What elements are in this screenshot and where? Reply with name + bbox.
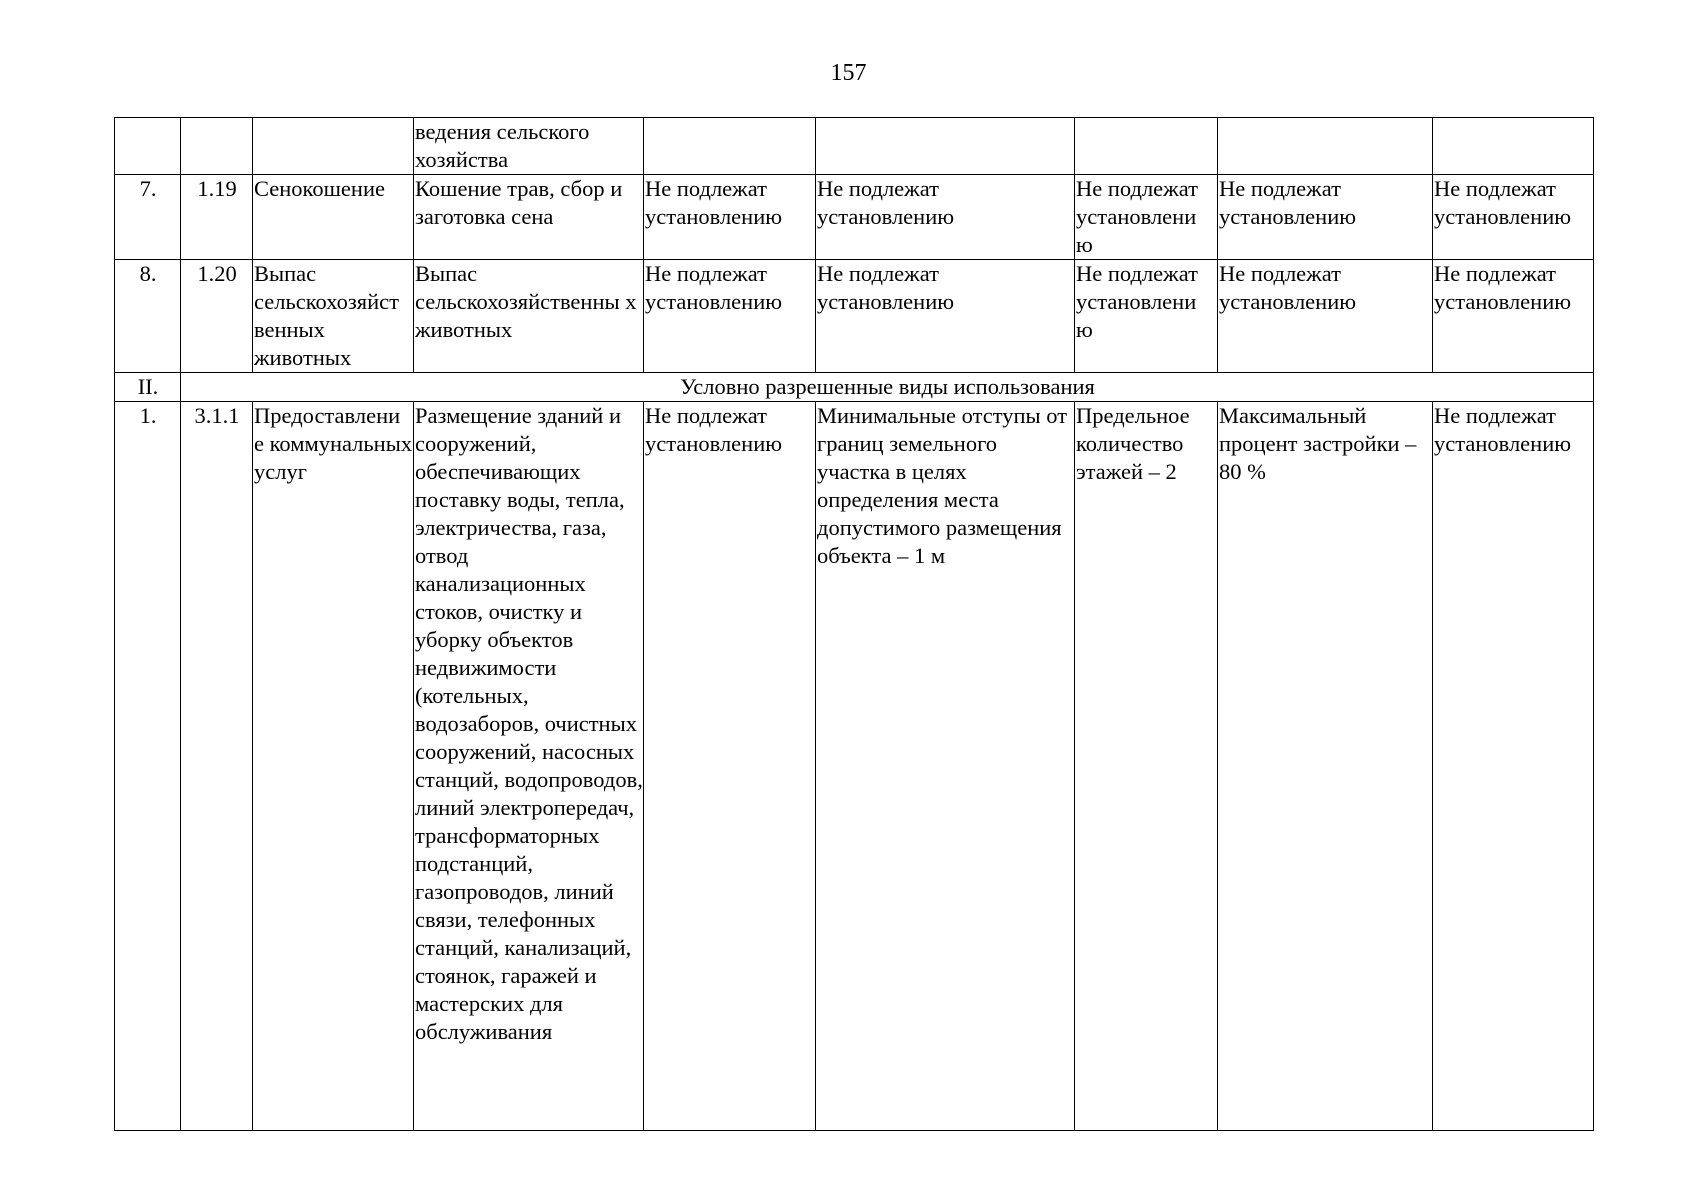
cell-col9 xyxy=(1433,118,1594,175)
cell-code: 1.19 xyxy=(181,175,253,260)
cell-col7: Не подлежат установлени ю xyxy=(1075,260,1218,373)
cell-code: 1.20 xyxy=(181,260,253,373)
cell-description: Кошение трав, сбор и заготовка сена xyxy=(414,175,644,260)
cell-name: Сенокошение xyxy=(253,175,414,260)
cell-description: ведения сельского хозяйства xyxy=(414,118,644,175)
cell-col6: Не подлежат установлению xyxy=(816,260,1075,373)
cell-description: Выпас сельскохозяйственны х животных xyxy=(414,260,644,373)
cell-col5: Не подлежат установлению xyxy=(644,402,816,1131)
cell-col7: Не подлежат установлени ю xyxy=(1075,175,1218,260)
cell-num: 7. xyxy=(115,175,181,260)
cell-col7 xyxy=(1075,118,1218,175)
cell-code: 3.1.1 xyxy=(181,402,253,1131)
section-header-row xyxy=(115,373,1594,402)
cell-col9: Не подлежат установлению xyxy=(1433,402,1594,1131)
table-row xyxy=(115,260,1594,373)
cell-name: Выпас сельскохозяйст венных животных xyxy=(253,260,414,373)
land-use-table xyxy=(114,117,1594,1131)
cell-col8 xyxy=(1218,118,1433,175)
table-row xyxy=(115,402,1594,1131)
cell-col8: Максимальный процент застройки – 80 % xyxy=(1218,402,1433,1131)
cell-col8: Не подлежат установлению xyxy=(1218,260,1433,373)
cell-col9: Не подлежат установлению xyxy=(1433,260,1594,373)
cell-num: 8. xyxy=(115,260,181,373)
cell-col7: Предельное количество этажей – 2 xyxy=(1075,402,1218,1131)
table-row xyxy=(115,175,1594,260)
cell-num xyxy=(115,118,181,175)
cell-col5 xyxy=(644,118,816,175)
page-number: 157 xyxy=(830,60,867,86)
cell-col5: Не подлежат установлению xyxy=(644,260,816,373)
cell-col6: Не подлежат установлению xyxy=(816,175,1075,260)
cell-name xyxy=(253,118,414,175)
cell-col5: Не подлежат установлению xyxy=(644,175,816,260)
table-row-continuation xyxy=(115,118,1594,175)
cell-num: 1. xyxy=(115,402,181,1131)
cell-name: Предоставлени е коммунальных услуг xyxy=(253,402,414,1131)
section-title: Условно разрешенные виды использования xyxy=(181,373,1594,402)
cell-col8: Не подлежат установлению xyxy=(1218,175,1433,260)
cell-code xyxy=(181,118,253,175)
cell-col6 xyxy=(816,118,1075,175)
section-num: II. xyxy=(115,373,181,402)
cell-col9: Не подлежат установлению xyxy=(1433,175,1594,260)
cell-col6: Минимальные отступы от границ земельного участка в целях определения места допустимого размещения объекта – 1 м xyxy=(816,402,1075,1131)
cell-description: Размещение зданий и сооружений, обеспечивающих поставку воды, тепла, электричества, газа, отвод канализационных стоков, очистку и уборку объектов недвижимости (котельных, водозаборов, очистных сооружений, насосных станций, водопроводов, линий электропередач, трансформаторных подстанций, газопроводов, линий связи, телефонных станций, канализаций, стоянок, гаражей и мастерских для обслуживания xyxy=(414,402,644,1131)
